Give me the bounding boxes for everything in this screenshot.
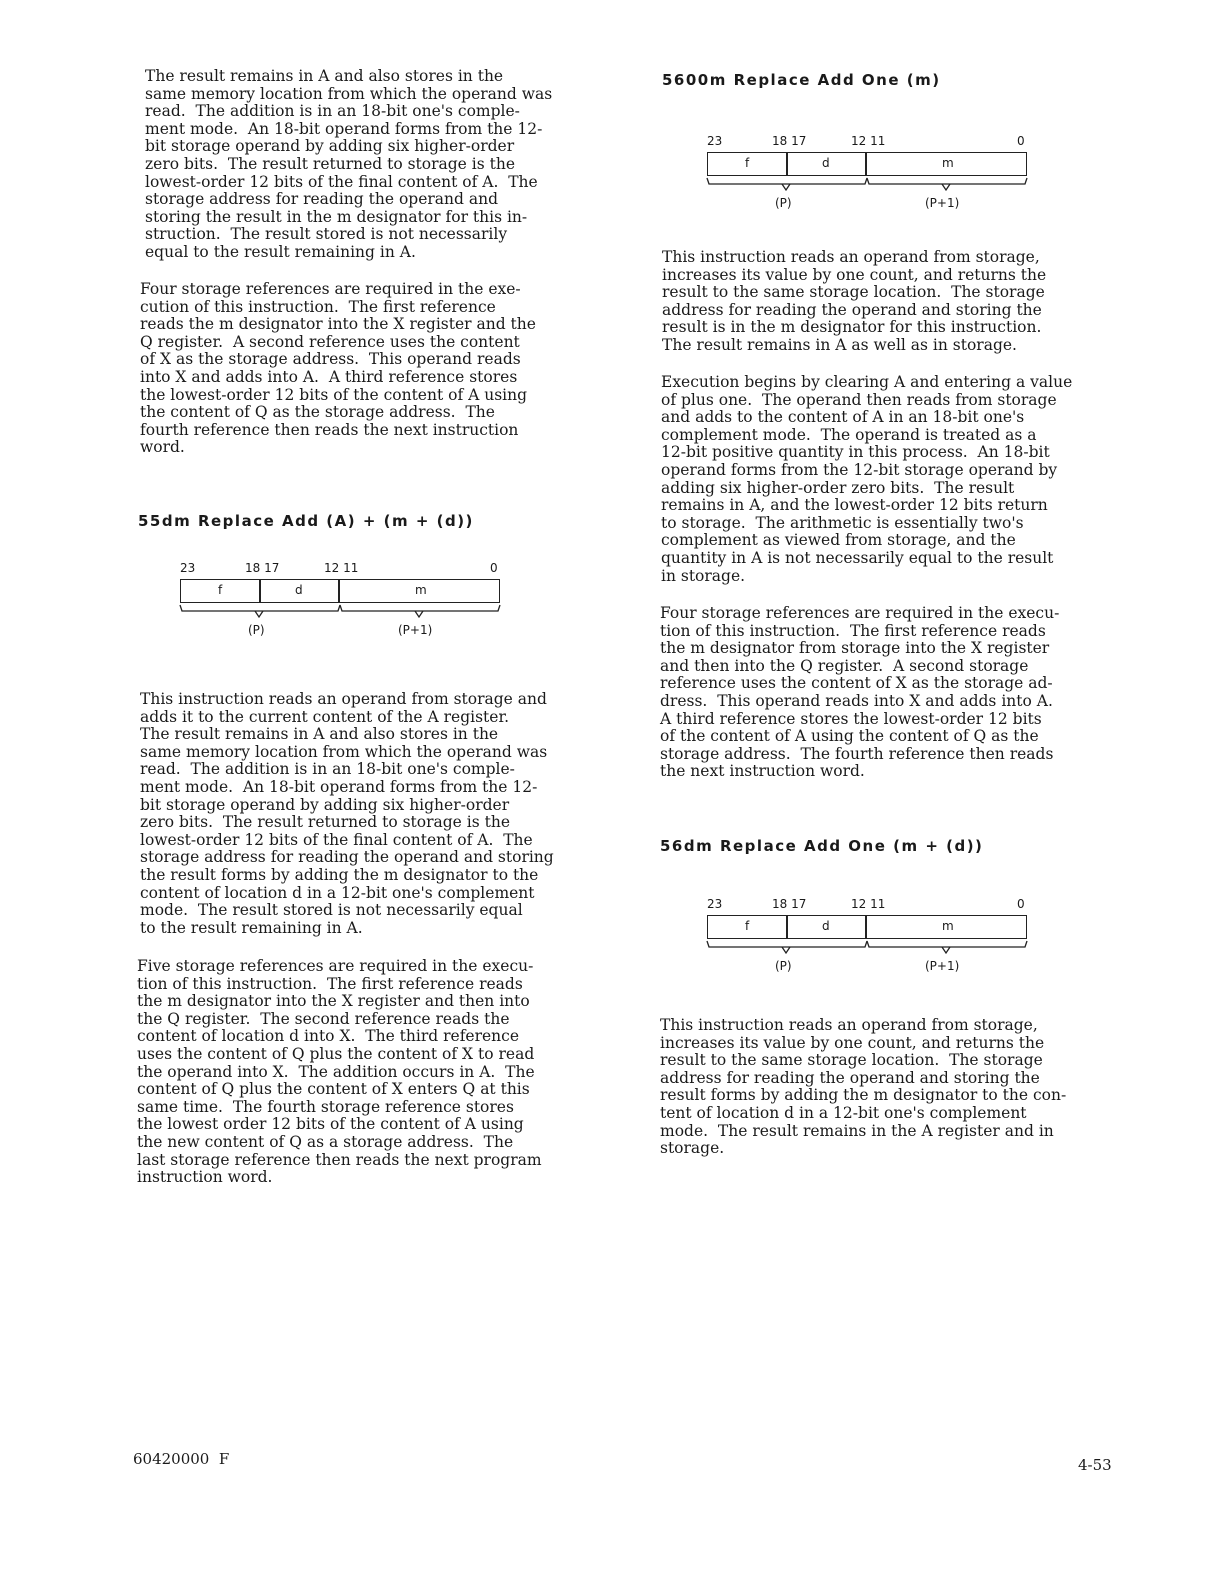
instruction-format-diagram-55dm [178, 561, 508, 641]
right-paragraph-4: This instruction reads an operand from storage, increases its value by one count, and returns the result to the same storage location. The storage address for reading the operand and storing the result forms by adding the m designator to the con- tent of location d in a 12-bit one's complement mode. The result remains in the A register and in storage. [660, 1016, 1067, 1158]
field-separator [865, 152, 867, 176]
left-paragraph-2: Four storage references are required in the exe- cution of this instruction. The first reference reads the m designator into the X register and the Q register. A second reference uses the content of X as the storage address. This operand reads into X and adds into A. A third reference stores the lowest-order 12 bits of the content of A using the content of Q as the storage address. The fourth reference then reads the next instruction word. [140, 280, 536, 457]
field-m: m [415, 583, 427, 597]
word-box [180, 579, 500, 603]
heading-56dm: 56dm Replace Add One (m + (d)) [660, 837, 984, 855]
page-number: 4-53 [1078, 1456, 1112, 1474]
field-d: d [295, 583, 303, 597]
instruction-format-diagram-56dm [705, 897, 1035, 977]
right-paragraph-3: Four storage references are required in the execu- tion of this instruction. The first reference reads the m designator from storage into the X register and then into the Q register. A second storage reference uses the content of X as the storage ad- dress. This operand reads into X and adds into A. A third reference stores the lowest-order 12 bits of the content of A using the content of Q as the storage address. The fourth reference then reads the next instruction word. [660, 604, 1060, 781]
bit-label-23: 23 [707, 134, 723, 148]
field-separator [786, 915, 788, 939]
field-f: f [745, 156, 750, 170]
word-box [707, 915, 1027, 939]
bit-label-12-11: 12 11 [324, 561, 359, 575]
field-d: d [822, 919, 830, 933]
document-number: 60420000 F [133, 1450, 230, 1468]
bit-label-12-11: 12 11 [851, 897, 886, 911]
word-label-p-plus-1: (P+1) [925, 959, 960, 973]
word-brace [705, 937, 1035, 959]
word-label-p-plus-1: (P+1) [925, 196, 960, 210]
heading-55dm: 55dm Replace Add (A) + (m + (d)) [138, 512, 474, 530]
bit-label-0: 0 [1017, 134, 1025, 148]
bit-label-23: 23 [707, 897, 723, 911]
bit-label-12-11: 12 11 [851, 134, 886, 148]
bit-label-0: 0 [490, 561, 498, 575]
field-m: m [942, 919, 954, 933]
field-d: d [822, 156, 830, 170]
left-paragraph-4: Five storage references are required in the execu- tion of this instruction. The first reference reads the m designator into the X register and then into the Q register. The second reference reads the content of location d into X. The third reference uses the content of Q plus the content of X to read the operand into X. The addition occurs in A. The content of Q plus the content of X enters Q at this same time. The fourth storage reference stores the lowest order 12 bits of the content of A using the new content of Q as a storage address. The last storage reference then reads the next program instruction word. [137, 957, 542, 1187]
word-brace [705, 174, 1035, 196]
field-separator [338, 579, 340, 603]
heading-5600m: 5600m Replace Add One (m) [662, 71, 941, 89]
word-label-p-plus-1: (P+1) [398, 623, 433, 637]
word-label-p: (P) [775, 196, 792, 210]
bit-label-23: 23 [180, 561, 196, 575]
instruction-format-diagram-5600m [705, 134, 1035, 214]
field-m: m [942, 156, 954, 170]
field-separator [865, 915, 867, 939]
left-paragraph-3: This instruction reads an operand from storage and adds it to the current content of the A register. The result remains in A and also stores in the same memory location from which the operand was read. The addition is in an 18-bit one's comple- ment mode. An 18-bit operand forms from the 12- bit storage operand by adding six higher-order zero bits. The result returned to storage is the lowest-order 12 bits of the final content of A. The storage address for reading the operand and storing the result forms by adding the m designator to the content of location d in a 12-bit one's complement mode. The result stored is not necessarily equal to the result remaining in A. [140, 690, 554, 937]
left-paragraph-1: The result remains in A and also stores in the same memory location from which the operand was read. The addition is in an 18-bit one's comple- ment mode. An 18-bit operand forms from the 12- bit storage operand by adding six higher-order zero bits. The result returned to storage is the lowest-order 12 bits of the final content of A. The storage address for reading the operand and storing the result in the m designator for this in- struction. The result stored is not necessarily equal to the result remaining in A. [145, 67, 553, 261]
bit-label-18-17: 18 17 [772, 897, 807, 911]
field-f: f [745, 919, 750, 933]
word-brace [178, 601, 508, 623]
word-label-p: (P) [248, 623, 265, 637]
field-separator [259, 579, 261, 603]
right-paragraph-1: This instruction reads an operand from storage, increases its value by one count, and returns the result to the same storage location. The storage address for reading the operand and storing the result is in the m designator for this instruction. The result remains in A as well as in storage. [662, 248, 1047, 354]
right-paragraph-2: Execution begins by clearing A and entering a value of plus one. The operand then reads from storage and adds to the content of A in an 18-bit one's complement mode. The operand is treated as a 12-bit positive quantity in this process. An 18-bit operand forms from the 12-bit storage operand by adding six higher-order zero bits. The result remains in A, and the lowest-order 12 bits return to storage. The arithmetic is essentially two's complement as viewed from storage, and the quantity in A is not necessarily equal to the result in storage. [661, 373, 1073, 585]
field-f: f [218, 583, 223, 597]
word-box [707, 152, 1027, 176]
field-separator [786, 152, 788, 176]
word-label-p: (P) [775, 959, 792, 973]
bit-label-18-17: 18 17 [245, 561, 280, 575]
bit-label-18-17: 18 17 [772, 134, 807, 148]
bit-label-0: 0 [1017, 897, 1025, 911]
